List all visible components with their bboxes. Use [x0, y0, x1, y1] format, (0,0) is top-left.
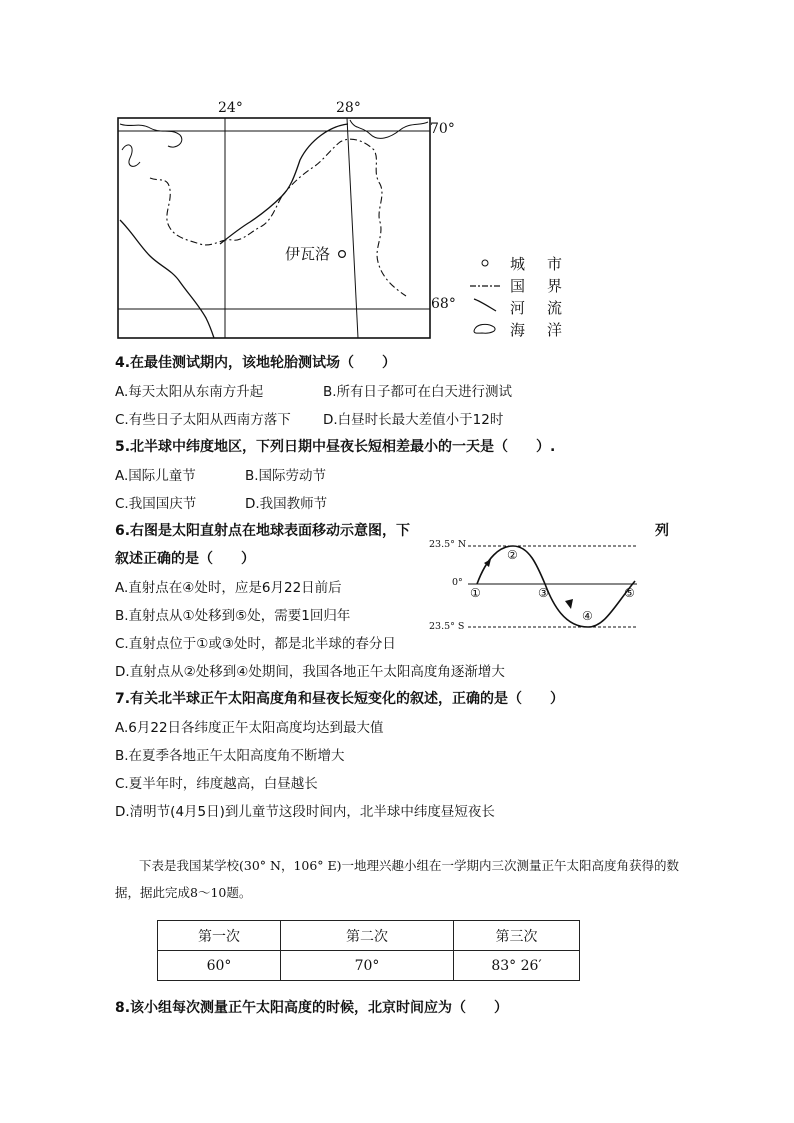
q6-option-a: A.直射点在④处时，应是6月22日前后 [115, 580, 342, 596]
city-dot-icon [470, 255, 500, 273]
map-lat-bottom-label: 68° [431, 296, 456, 312]
map-city-label: 伊瓦洛 [285, 245, 331, 263]
map-lon-right-label: 28° [336, 100, 361, 116]
q7-option-a: A.6月22日各纬度正午太阳高度均达到最大值 [115, 720, 384, 736]
diagram-label-equator: 0° [452, 577, 463, 588]
table-value-2: 70° [281, 951, 454, 981]
q8-stem: 8.该小组每次测量正午太阳高度的时候，北京时间应为（ ） [115, 1000, 509, 1016]
q5-option-d: D.我国教师节 [245, 496, 328, 512]
table-intro-text: 下表是我国某学校(30° N，106° E)一地理兴趣小组在一学期内三次测量正午太阳高度角获得的数据，据此完成8～10题。 [115, 858, 680, 900]
map-lon-left-label: 24° [218, 100, 243, 116]
diagram-svg [425, 535, 650, 635]
q5-option-a: A.国际儿童节 [115, 468, 196, 484]
legend-row-ocean [470, 319, 584, 340]
q6-stem-tail: 列 [655, 523, 669, 539]
legend-label-ocean: 海洋 [510, 321, 585, 339]
q7-option-c: C.夏半年时，纬度越高，白昼越长 [115, 776, 318, 792]
table-value-3: 83° 26′ [454, 951, 580, 981]
diagram-point-3: ③ [538, 586, 549, 600]
q6-option-d: D.直射点从②处移到④处期间，我国各地正午太阳高度角逐渐增大 [115, 664, 505, 680]
q4-option-d: D.白昼时长最大差值小于12时 [323, 412, 504, 428]
q6-option-c: C.直射点位于①或③处时，都是北半球的春分日 [115, 636, 396, 652]
city-ivalo-dot [339, 251, 346, 258]
legend-row-river [470, 297, 584, 318]
map-lat-top-label: 70° [430, 121, 455, 137]
diagram-point-1: ① [470, 586, 481, 600]
q7-stem: 7.有关北半球正午太阳高度角和昼夜长短变化的叙述，正确的是（ ） [115, 691, 565, 707]
border-line-icon [470, 277, 500, 295]
map-frame [118, 118, 430, 338]
map-svg [0, 0, 794, 345]
table-header-row [158, 921, 580, 951]
q5-option-c: C.我国国庆节 [115, 496, 197, 512]
legend-label-border: 国界 [510, 277, 585, 295]
diagram-point-5: ⑤ [624, 586, 635, 600]
ocean-coastline [120, 120, 428, 147]
table-value-row [158, 951, 580, 981]
diagram-point-4: ④ [582, 609, 593, 623]
coast-detail [122, 145, 140, 166]
ocean-icon [470, 321, 500, 339]
legend-label-river: 河流 [510, 299, 585, 317]
table-value-1: 60° [158, 951, 281, 981]
national-border [150, 139, 406, 296]
q4-option-b: B.所有日子都可在白天进行测试 [323, 384, 513, 400]
table-header-2: 第二次 [281, 921, 454, 951]
q7-option-b: B.在夏季各地正午太阳高度角不断增大 [115, 748, 345, 764]
solar-path-diagram [425, 535, 650, 635]
q4-option-c: C.有些日子太阳从西南方落下 [115, 412, 291, 428]
legend-label-city: 城市 [510, 255, 585, 273]
legend-row-border [470, 275, 584, 296]
q5-stem: 5.北半球中纬度地区，下列日期中昼夜长短相差最小的一天是（ ）. [115, 439, 556, 455]
diagram-point-2: ② [507, 548, 518, 562]
q7-option-d: D.清明节(4月5日)到儿童节这段时间内，北半球中纬度昼短夜长 [115, 804, 495, 820]
subsolar-path-curve [477, 546, 635, 627]
path-arrow-2 [565, 599, 573, 609]
legend-row-city [470, 253, 584, 274]
q4-stem: 4.在最佳测试期内，该地轮胎测试场（ ） [115, 355, 397, 371]
q5-option-b: B.国际劳动节 [245, 468, 327, 484]
river-left [120, 220, 214, 338]
diagram-label-south: 23.5° S [429, 621, 465, 632]
measurement-table [157, 920, 580, 981]
meridian-28 [347, 118, 358, 338]
river-icon [470, 297, 500, 317]
river-line [220, 124, 348, 244]
q6-stem: 6.右图是太阳直射点在地球表面移动示意图，下 [115, 523, 411, 539]
q6-option-b: B.直射点从①处移到⑤处，需要1回归年 [115, 608, 351, 624]
table-header-3: 第三次 [454, 921, 580, 951]
q4-option-a: A.每天太阳从东南方升起 [115, 384, 264, 400]
diagram-label-north: 23.5° N [429, 539, 467, 550]
q6-stem-line2: 叙述正确的是（ ） [115, 551, 255, 567]
table-header-1: 第一次 [158, 921, 281, 951]
